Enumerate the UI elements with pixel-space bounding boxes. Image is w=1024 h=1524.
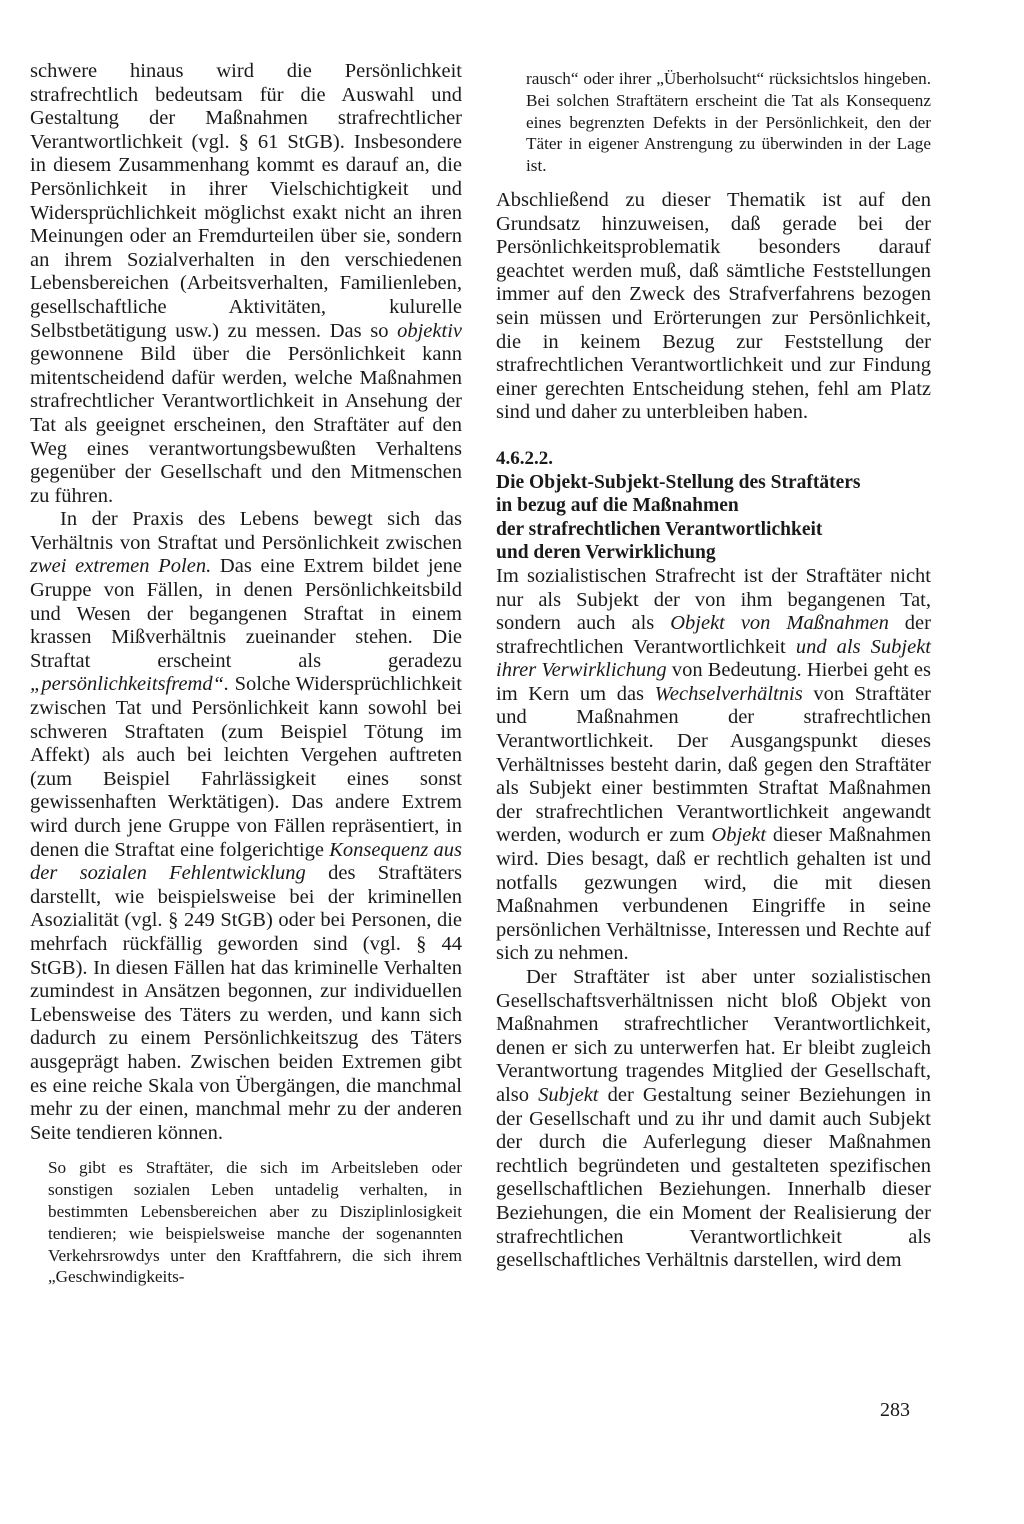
page-number: 283	[880, 1399, 910, 1421]
emphasis-text: Objekt	[711, 824, 767, 847]
right-paragraph-1: Abschließend zu dieser Thematik ist auf den Grundsatz hinzuweisen, daß gerade bei der Persönlichkeitsproblematik besonders darauf geachtet werden muß, daß sämtliche Feststellungen immer auf den Zweck des Strafverfahrens bezogen sein müssen und Erörterungen zur Persönlichkeit, die in keinem Bezug zur Feststellung der strafrechtlichen Verantwortlichkeit und zur Findung einer gerechten Entscheidung stehen, fehl am Platz sind und daher zu unterbleiben haben.	[496, 188, 931, 424]
text-run: Der Straftäter ist aber unter sozialistischen Gesellschaftsverhältnissen nicht bloß Objekt von Maßnahmen strafrechtlicher Verantwortlichkeit, denen er sich zu unterwerfen hat. Er bleibt zugleich Verantwortung tragendes Mitglied der Gesellschaft, also	[496, 966, 931, 1106]
text-run: des Straftäters darstellt, wie beispielsweise bei der kriminellen Asozialität (vgl. § 249 StGB) oder bei Personen, die mehrfach rückfällig geworden sind (vgl. § 44 StGB). In diesen Fällen hat das kriminelle Verhalten zumindest in Ansätzen begonnen, zur individuellen Lebensweise des Täters zu werden, und kann sich dadurch zu einem Persönlichkeitszug des Täters ausgeprägt haben. Zwischen beiden Extremen gibt es eine reiche Skala von Übergängen, die manchmal mehr zu der einen, manchmal mehr zu der anderen Seite tendieren können.	[30, 862, 462, 1144]
emphasis-text: und als Subjekt ihrer Verwirklichung	[496, 635, 931, 682]
text-run: In der Praxis des Lebens bewegt sich das Verhältnis von Straftat und Persönlichkeit zwischen	[30, 508, 462, 554]
emphasis-text: Objekt von Maßnahmen	[670, 612, 889, 635]
section-title-line-4: und deren Verwirklichung	[496, 542, 716, 564]
emphasis-text: objektiv	[397, 319, 462, 342]
section-heading	[496, 447, 931, 565]
left-small-paragraph: So gibt es Straftäter, die sich im Arbeitsleben oder sonstigen sozialen Leben untadelig verhalten, in bestimmten Lebensbereichen aber zu Disziplinlosigkeit tendieren; wie beispielsweise manche der sogenannten Verkehrsrowdys unter den Kraftfahrern, die sich ihrem „Geschwindigkeits-	[48, 1158, 462, 1287]
text-run: Solche Widersprüchlichkeit zwischen Tat und Persönlichkeit kann sowohl bei schweren Straftaten (zum Beispiel Tötung im Affekt) als auch bei leichten Vergehen auftreten (zum Beispiel Fahrlässigkeit eines sonst gewissenhaften Werktätigen). Das andere Extrem wird durch jene Gruppe von Fällen repräsentiert, in denen die Straftat eine folgerichtige	[30, 673, 462, 861]
section-title-line-2: in bezug auf die Maßnahmen	[496, 495, 739, 517]
right-paragraph-3	[496, 966, 931, 1273]
text-run: von Straftäter und Maßnahmen der strafrechtlichen Verantwortlichkeit. Der Ausgangspunkt dieses Verhältnisses besteht darin, daß gegen den Straftäter als Subjekt einer bestimmten Straftat Maßnahmen der strafrechtlichen Verantwortlichkeit angewandt werden, wodurch er zum	[496, 682, 931, 847]
text-run: Im sozialistischen Strafrecht ist der Straftäter nicht nur als Subjekt der von ihm begangenen Tat, sondern auch als	[496, 564, 931, 635]
emphasis-text: Konsequenz aus der sozialen Fehlentwicklung	[30, 838, 462, 885]
emphasis-text: Subjekt	[538, 1083, 599, 1106]
section-title-line-1: Die Objekt-Subjekt-Stellung des Straftäters	[496, 471, 861, 493]
section-number: 4.6.2.2.	[496, 447, 553, 469]
emphasis-text: zwei extremen Polen.	[30, 555, 212, 578]
text-run: der strafrechtlichen Verantwortlichkeit	[496, 612, 931, 658]
left-paragraph-1	[30, 60, 462, 508]
text-run: von Bedeutung. Hierbei geht es im Kern um das	[496, 659, 931, 705]
text-run: der Gestaltung seiner Beziehungen in der Gesellschaft und zu ihr und damit auch Subjekt der durch die Auferlegung dieser Maßnahmen rechtlich begründeten und gestalteten spezifischen gesellschaftlichen Beziehungen. Innerhalb dieser Beziehungen, die ein Moment der Realisierung der strafrechtlichen Verantwortlichkeit als gesellschaftliches Verhältnis darstellen, wird dem	[496, 1083, 931, 1272]
section-title-line-3: der strafrechtlichen Verantwortlichkeit	[496, 518, 823, 540]
left-paragraph-2	[30, 508, 462, 1145]
right-column	[496, 68, 931, 1273]
text-run: Das eine Extrem bildet jene Gruppe von Fällen, in denen Persönlichkeitsbild und Wesen der begangenen Straftat in einem krassen Mißverhältnis zueinander stehen. Die Straftat erscheint als geradezu	[30, 555, 463, 672]
text-run: schwere hinaus wird die Persönlichkeit strafrechtlich bedeutsam für die Auswahl und Gestaltung der Maßnahmen strafrechtlicher Verantwortlichkeit (vgl. § 61 StGB). Insbesondere in diesem Zusammenhang kommt es darauf an, die Persönlichkeit in ihrer Vielschichtigkeit und Widersprüchlichkeit möglichst exakt nicht an ihren Meinungen oder an Fremdurteilen über sie, sondern an ihrem Sozialverhalten in den verschiedenen Lebensbereichen (Arbeitsverhalten, Familienleben, gesellschaftliche Aktivitäten, kulurelle Selbstbetätigung usw.) zu messen. Das so	[30, 60, 462, 342]
text-run: dieser Maßnahmen wird. Dies besagt, daß er rechtlich gehalten ist und notfalls gezwungen wird, die mit diesen Maßnahmen verbundenen Eingriffe in seine persönlichen Verhältnisse, Interessen und Rechte auf sich zu nehmen.	[496, 824, 932, 965]
left-column	[30, 60, 462, 1288]
emphasis-text: Wechselverhältnis	[654, 682, 803, 705]
right-paragraph-2	[496, 565, 931, 966]
text-run: gewonnene Bild über die Persönlichkeit kann mitentscheidend dafür werden, welche Maßnahmen strafrechtlicher Verantwortlichkeit in Ansehung der Tat als geeignet erscheinen, den Straftäter auf den Weg eines verantwortungsbewußten Verhaltens gegenüber der Gesellschaft und den Mitmenschen zu führen.	[30, 343, 462, 507]
emphasis-text: „persönlichkeitsfremd“.	[30, 673, 230, 696]
right-small-paragraph: rausch“ oder ihrer „Überholsucht“ rücksichtslos hingeben. Bei solchen Straftätern erscheint die Tat als Konsequenz eines begrenzten Defekts in der Persönlichkeit, den der Täter in eigener Anstrengung zu überwinden in der Lage ist.	[526, 69, 931, 176]
